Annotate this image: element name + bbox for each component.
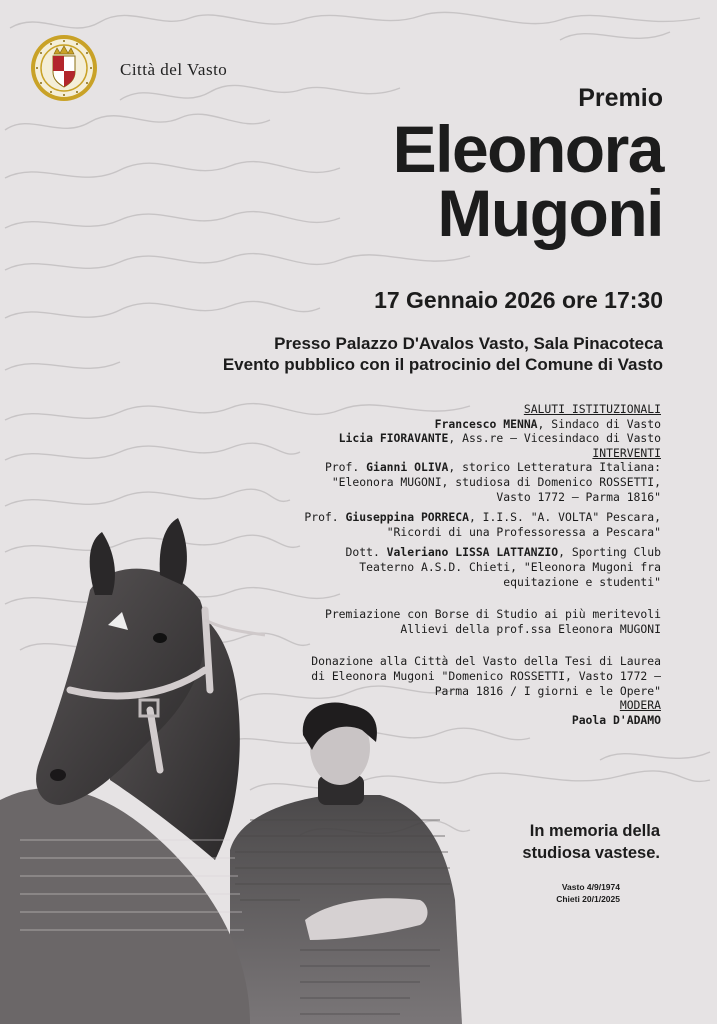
speaker-role: , Sporting Club [558, 545, 661, 560]
speaker-name: Valeriano LISSA LATTANZIO [386, 545, 559, 560]
event-venue [223, 333, 663, 375]
memorial-line-1: In memoria della [529, 822, 660, 840]
speaker-name: Francesco MENNA [434, 416, 538, 431]
intervento-detail: Teaterno A.S.D. Chieti, "Eleonora Mugoni fra [359, 559, 661, 574]
donazione-line: Parma 1816 / I giorni e le Opere" [434, 683, 661, 698]
woman-portrait [230, 703, 462, 1024]
speaker-title: Prof. [324, 460, 367, 475]
page-title [392, 112, 663, 250]
intervento-item [221, 460, 661, 475]
prize-label: Premio [578, 84, 663, 112]
intervento-item [221, 510, 661, 525]
memorial-line-2: studiosa vastese. [522, 844, 660, 862]
death-date: Chieti 20/1/2025 [556, 894, 620, 904]
event-datetime: 17 Gennaio 2026 ore 17:30 [374, 287, 663, 313]
speaker-role: , Ass.re – Vicesindaco di Vasto [448, 431, 661, 446]
event-program [221, 402, 661, 727]
interventi-header: INTERVENTI [592, 445, 661, 460]
premiazione-line: Allievi della prof.ssa Eleonora MUGONI [400, 621, 661, 636]
donazione-line: di Eleonora Mugoni "Domenico ROSSETTI, Vasto 1772 – [311, 668, 661, 683]
speaker-title: Dott. [345, 545, 387, 560]
moderator-name [221, 713, 661, 728]
intervento-detail: equitazione e studenti" [503, 574, 661, 589]
donazione-line: Donazione alla Città del Vasto della Tesi di Laurea [311, 654, 661, 669]
life-dates [556, 881, 620, 905]
saluti-header: SALUTI ISTITUZIONALI [523, 402, 661, 416]
speaker-role: , Sindaco di Vasto [537, 416, 661, 431]
speaker-name: Giuseppina PORRECA [345, 510, 469, 525]
memorial-text [522, 820, 660, 864]
saluti-item [221, 417, 661, 432]
intervento-detail: Vasto 1772 – Parma 1816" [496, 489, 661, 504]
city-name: Città del Vasto [120, 60, 228, 79]
intervento-detail: "Ricordi di una Professoressa a Pescara" [386, 524, 661, 539]
horse-ear-left [90, 532, 115, 595]
venue-line-2: Evento pubblico con il patrocinio del Comune di Vasto [222, 355, 663, 374]
birth-date: Vasto 4/9/1974 [561, 882, 620, 892]
modera-header: MODERA [619, 698, 661, 713]
title-last-name: Mugoni [437, 176, 663, 250]
speaker-name: Gianni OLIVA [366, 460, 449, 475]
moderator-name-text: Paola D'ADAMO [571, 712, 661, 727]
premiazione-line: Premiazione con Borse di Studio ai più meritevoli [324, 607, 661, 622]
intervento-detail: "Eleonora MUGONI, studiosa di Domenico ROSSETTI, [331, 474, 661, 489]
speaker-role: , storico Letteratura Italiana: [448, 460, 661, 475]
venue-line-1: Presso Palazzo D'Avalos Vasto, Sala Pinacoteca [274, 334, 663, 353]
horse-ear-right [160, 518, 187, 585]
speaker-name: Licia FIORAVANTE [338, 431, 449, 446]
horse-nostril [50, 769, 66, 781]
speaker-role: , I.I.S. "A. VOLTA" Pescara, [468, 510, 661, 525]
saluti-item [221, 431, 661, 446]
title-first-name: Eleonora [392, 112, 663, 186]
intervento-item [221, 545, 661, 560]
speaker-title: Prof. [304, 510, 346, 525]
horse-eye [153, 633, 167, 643]
